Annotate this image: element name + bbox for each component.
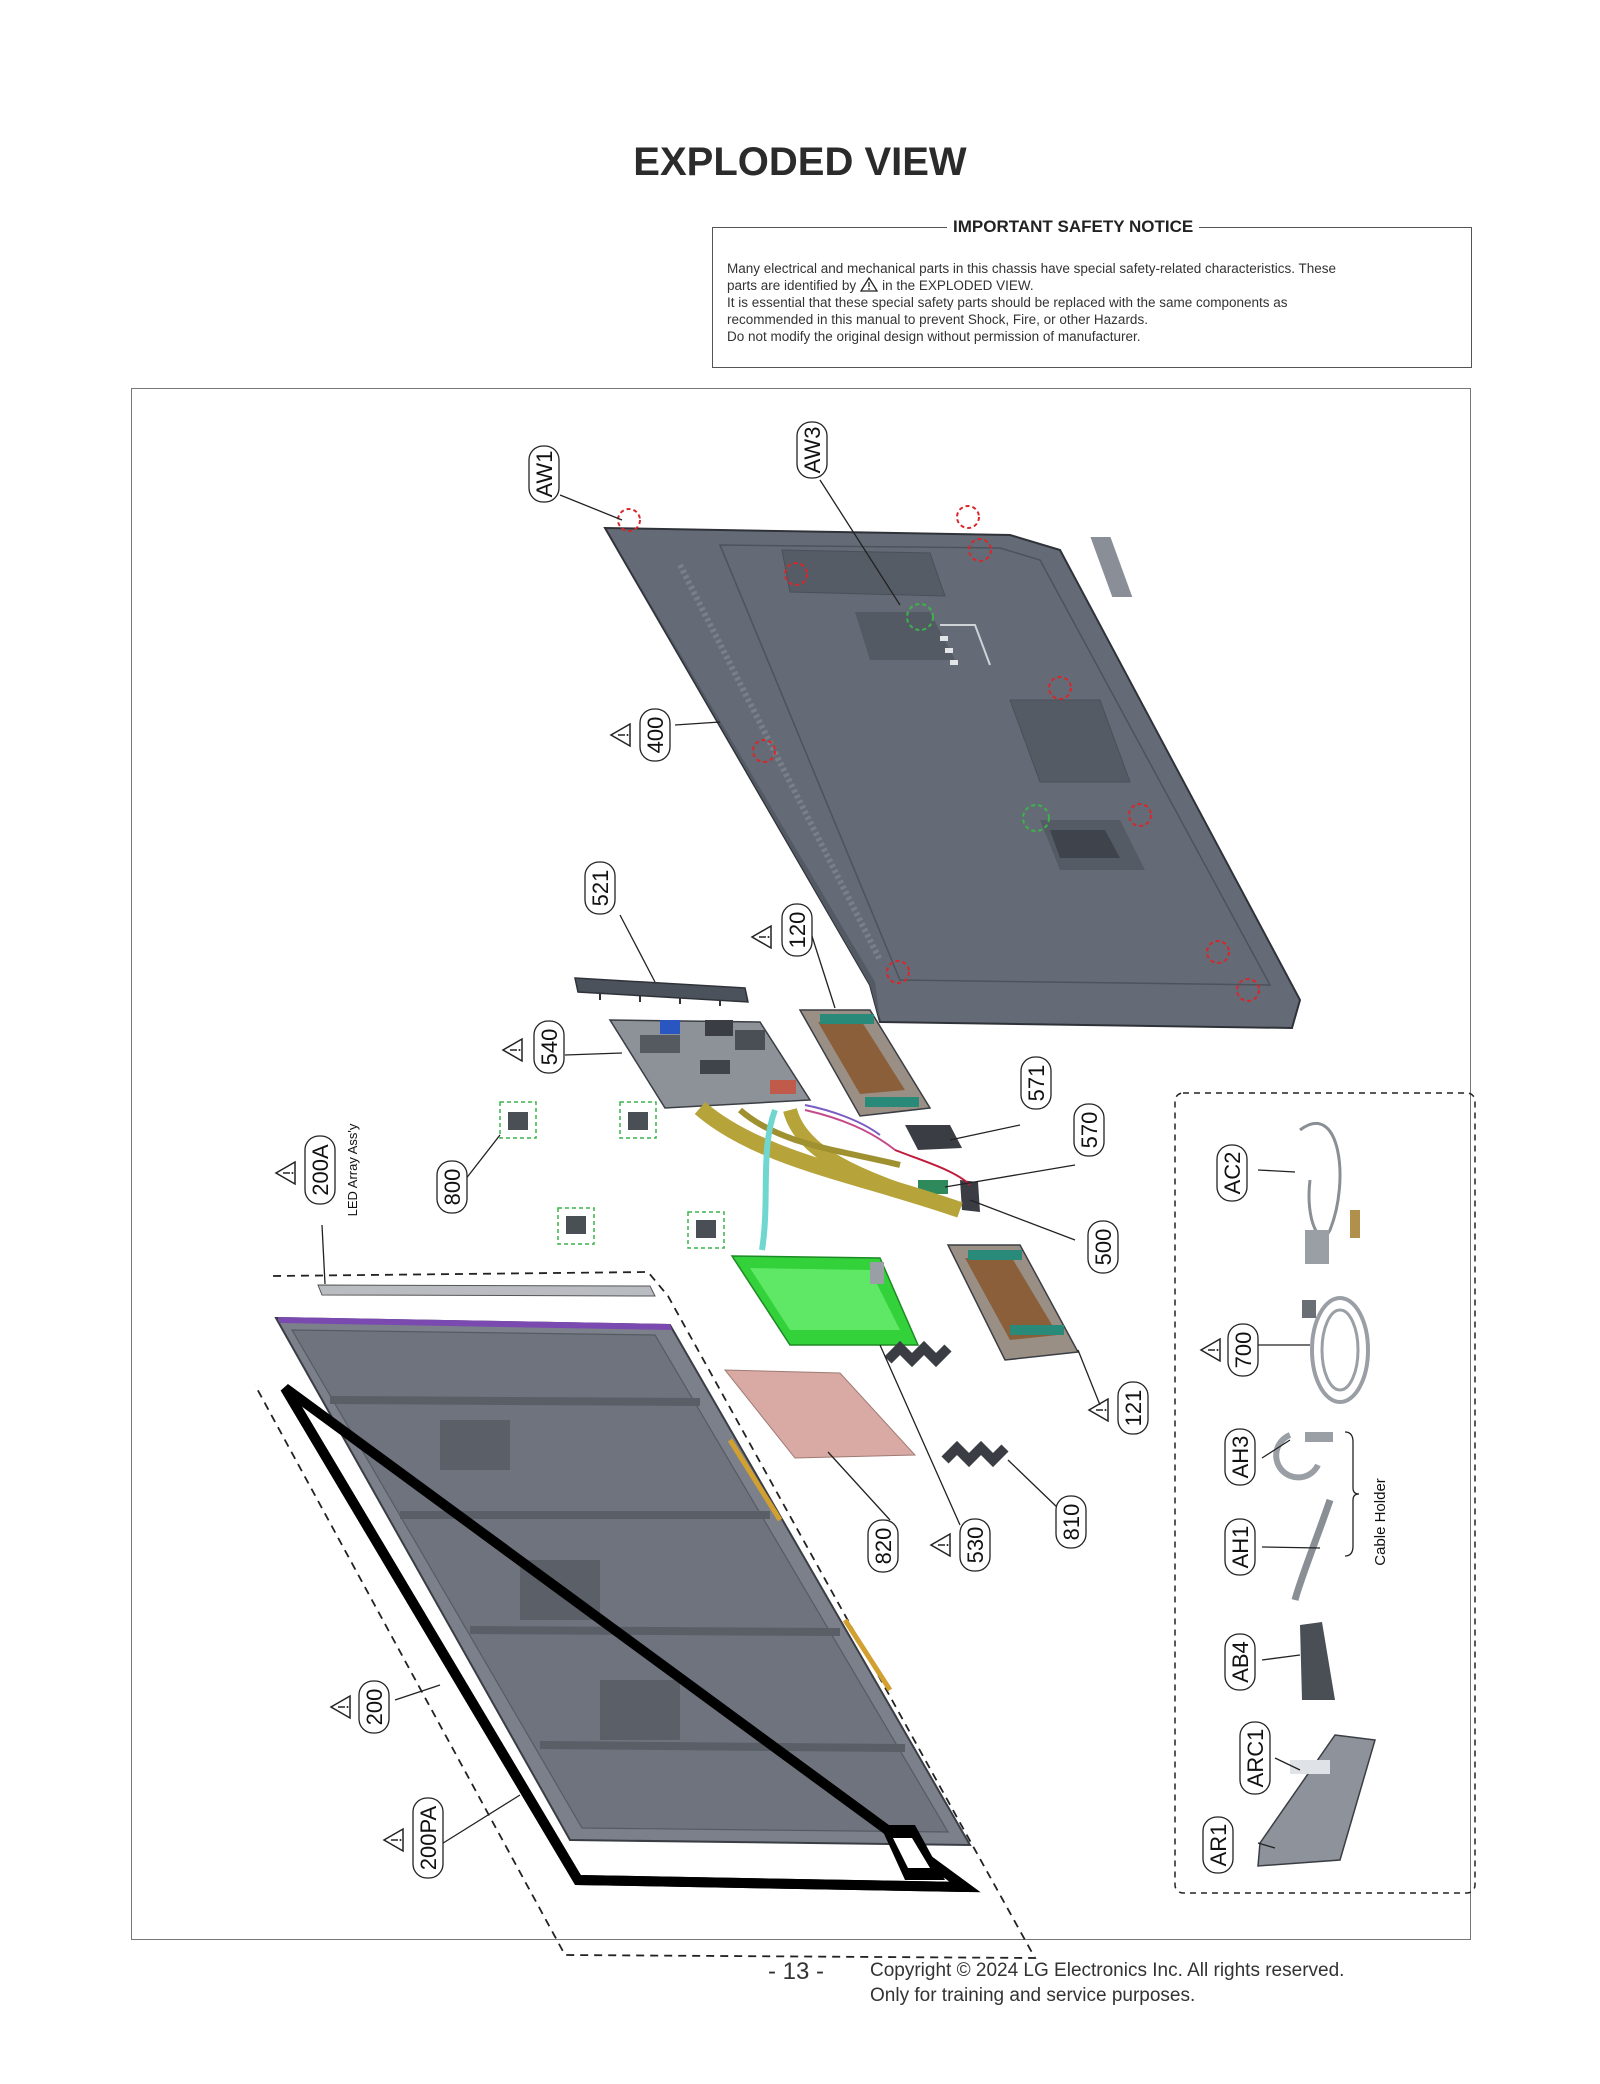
label-500 [1088,1221,1118,1273]
warning-triangle-icon [931,1534,950,1556]
svg-text:570: 570 [1077,1111,1102,1149]
svg-text:200PA: 200PA [416,1805,441,1871]
label-521 [585,862,615,914]
label-200 [359,1681,389,1733]
svg-text:AC2: AC2 [1220,1151,1245,1195]
safety-line-2-pre: parts are identified by [727,278,857,293]
svg-text:540: 540 [537,1028,562,1066]
warning-triangle-icon [276,1162,295,1184]
safety-line-4: recommended in this manual to prevent Shock, Fire, or other Hazards. [727,312,1148,327]
power-board-530 [732,1256,918,1345]
safety-line-3: It is essential that these special safety parts should be replaced with the same components as [727,295,1288,310]
label-led-array [345,1123,360,1216]
svg-text:AW1: AW1 [532,450,557,498]
warning-triangle-icon [1201,1339,1220,1361]
label-820 [868,1520,898,1572]
label-cable-holder [1372,1478,1389,1566]
safety-line-2-post: in the EXPLODED VIEW. [882,278,1034,293]
svg-text:400: 400 [643,716,668,754]
label-AC2 [1217,1145,1247,1201]
svg-text:LED Array Ass'y: LED Array Ass'y [345,1123,360,1217]
safety-line-1: Many electrical and mechanical parts in this chassis have special safety-related characteristics. These [727,261,1337,276]
warning-triangle-icon [752,926,771,948]
brackets-800 [500,1102,724,1248]
label-AH1 [1225,1519,1255,1575]
bracket-521 [575,978,748,1006]
warning-triangle-icon [611,724,630,746]
label-AB4 [1225,1634,1255,1690]
back-cover [605,506,1300,1028]
label-540 [534,1021,564,1073]
copyright-notice [870,1958,1344,2008]
svg-text:AW3: AW3 [800,426,825,474]
label-700 [1228,1324,1258,1376]
label-AH3 [1225,1429,1255,1485]
safety-notice-title: IMPORTANT SAFETY NOTICE [947,217,1199,237]
part-571 [905,1125,962,1150]
page-title: EXPLODED VIEW [633,140,967,184]
accessories-box [1175,1093,1475,1893]
label-AR1 [1203,1817,1233,1873]
label-530 [960,1519,990,1571]
label-571 [1021,1057,1051,1109]
speaker-120 [800,1010,930,1116]
label-ARC1 [1240,1722,1270,1794]
copyright-line-1: Copyright © 2024 LG Electronics Inc. All rights reserved. [870,1960,1345,1981]
label-800 [437,1161,467,1213]
label-120 [782,904,812,956]
svg-text:700: 700 [1231,1331,1256,1369]
svg-text:AH1: AH1 [1228,1525,1253,1569]
svg-text:820: 820 [871,1527,896,1565]
svg-text:AH3: AH3 [1228,1435,1253,1479]
insulator-820 [725,1370,915,1458]
warning-triangle-icon [503,1039,522,1061]
svg-text:AB4: AB4 [1228,1641,1253,1683]
svg-text:Cable Holder: Cable Holder [1372,1478,1389,1566]
svg-text:120: 120 [785,911,810,949]
svg-text:500: 500 [1091,1228,1116,1266]
svg-text:810: 810 [1059,1503,1084,1541]
svg-text:530: 530 [963,1526,988,1564]
safety-line-5: Do not modify the original design without permission of manufacturer. [727,329,1141,344]
svg-text:ARC1: ARC1 [1243,1728,1268,1788]
label-121 [1118,1382,1148,1434]
label-810 [1056,1496,1086,1548]
copyright-line-2: Only for training and service purposes. [870,1985,1196,2006]
label-AW1 [529,446,559,502]
svg-text:200A: 200A [308,1144,333,1196]
warning-triangle-icon [384,1829,403,1851]
label-400 [640,709,670,761]
label-570 [1074,1104,1104,1156]
label-AW3 [797,422,827,478]
led-bar-200A [318,1285,655,1296]
speaker-121 [948,1245,1078,1360]
svg-text:AR1: AR1 [1206,1823,1231,1867]
svg-text:200: 200 [362,1688,387,1726]
svg-text:571: 571 [1024,1064,1049,1102]
page-number: - 13 - [768,1958,825,1985]
svg-text:121: 121 [1121,1389,1146,1427]
label-200PA [413,1798,443,1878]
svg-text:800: 800 [440,1168,465,1206]
svg-text:521: 521 [588,869,613,907]
warning-triangle-icon [331,1696,350,1718]
label-200A [305,1136,335,1204]
